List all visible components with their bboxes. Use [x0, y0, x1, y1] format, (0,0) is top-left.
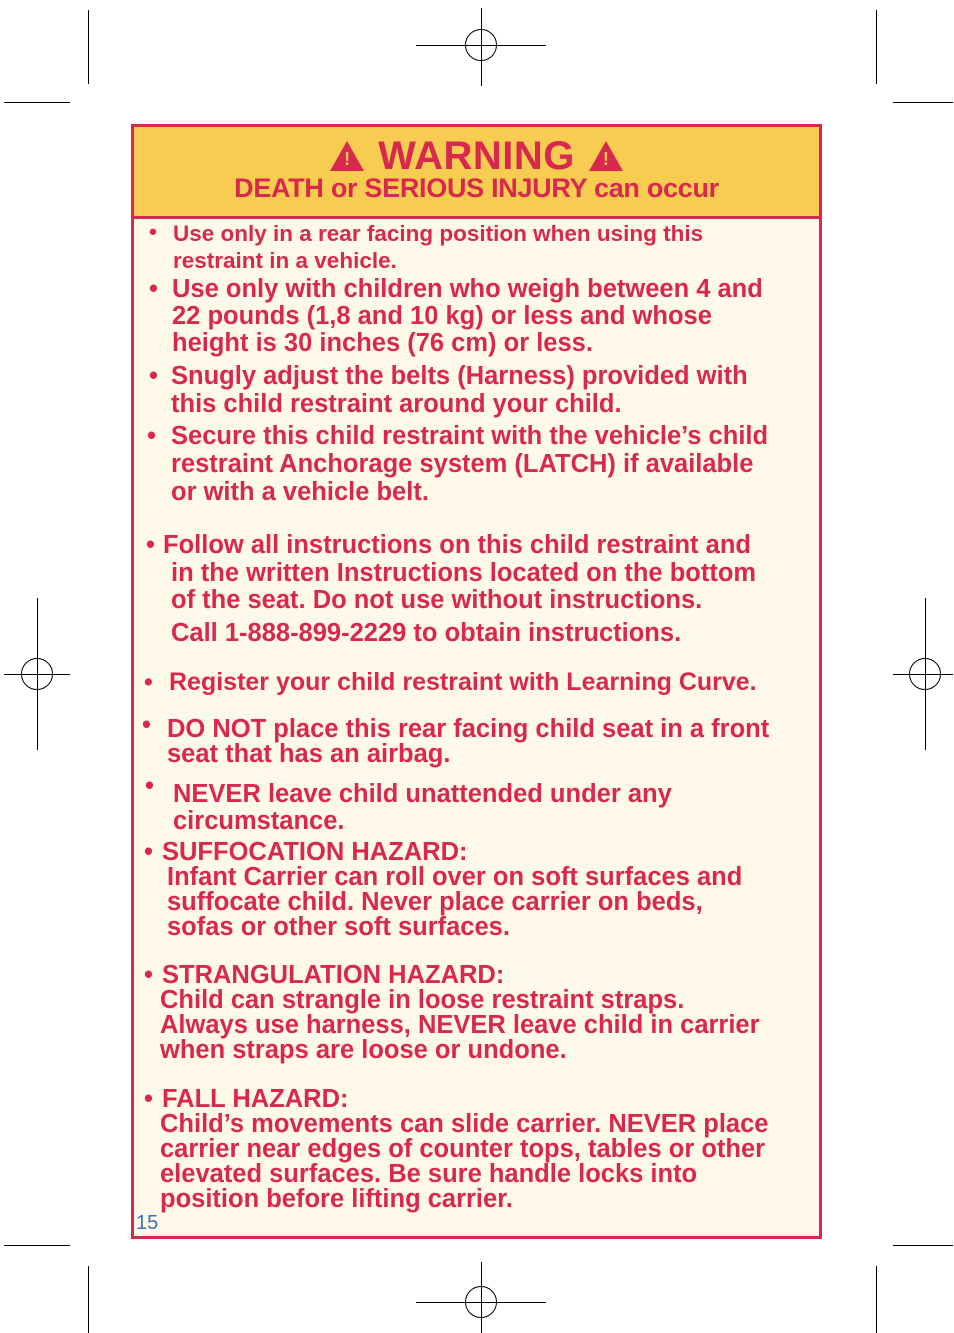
- page-number: 15: [136, 1212, 159, 1234]
- bullet: •: [147, 422, 156, 450]
- item-line: suffocate child. Never place carrier on beds,: [167, 888, 703, 916]
- item-line: this child restraint around your child.: [171, 390, 622, 418]
- item-line: circumstance.: [173, 807, 345, 835]
- bullet: •: [149, 362, 158, 390]
- item-line: Follow all instructions on this child restraint and: [163, 531, 751, 559]
- item-line: Infant Carrier can roll over on soft surfaces and: [167, 863, 743, 891]
- bullet: •: [144, 668, 153, 696]
- item-line: elevated surfaces. Be sure handle locks into: [160, 1160, 698, 1188]
- bullet: •: [144, 961, 153, 989]
- item-line: Secure this child restraint with the vehicle’s child: [171, 422, 769, 450]
- list-item: [146, 531, 757, 647]
- list-item: [144, 838, 743, 941]
- item-line: NEVER leave child unattended under any: [173, 780, 672, 808]
- warning-triangle-icon: !: [589, 141, 623, 171]
- warning-subtitle: DEATH or SERIOUS INJURY can occur: [234, 173, 719, 203]
- list-item: [144, 1085, 769, 1213]
- list-item: [144, 668, 757, 696]
- warning-triangle-icon: !: [330, 141, 364, 171]
- list-item: [142, 711, 770, 768]
- item-line: or with a vehicle belt.: [171, 478, 429, 506]
- list-item: [144, 961, 760, 1064]
- bullet: •: [144, 838, 153, 866]
- warning-title-text: WARNING: [378, 133, 575, 178]
- item-line: sofas or other soft surfaces.: [167, 913, 510, 941]
- bullet: •: [146, 531, 155, 559]
- item-line: of the seat. Do not use without instructions.: [171, 586, 703, 614]
- item-line: when straps are loose or undone.: [160, 1036, 567, 1064]
- item-line: Register your child restraint with Learning Curve.: [169, 668, 757, 696]
- bullet: •: [142, 711, 151, 739]
- item-line: Always use harness, NEVER leave child in carrier: [160, 1011, 760, 1039]
- item-line: Call 1-888-899-2229 to obtain instructions.: [171, 618, 682, 647]
- item-line: carrier near edges of counter tops, tables or other: [160, 1135, 766, 1163]
- list-item: [149, 362, 748, 418]
- bullet: •: [145, 772, 154, 800]
- item-line: Use only with children who weigh between 4 and: [172, 275, 763, 303]
- item-line: Snugly adjust the belts (Harness) provided with: [171, 362, 748, 390]
- item-line: SUFFOCATION HAZARD:: [162, 838, 468, 866]
- item-line: Child can strangle in loose restraint straps.: [160, 986, 685, 1014]
- list-item: [145, 772, 672, 835]
- item-line: Use only in a rear facing position when using this: [173, 221, 704, 246]
- list-item: [149, 219, 704, 274]
- bullet: •: [144, 1085, 153, 1113]
- item-line: restraint in a vehicle.: [173, 247, 397, 273]
- item-line: FALL HAZARD:: [162, 1085, 349, 1113]
- item-line: position before lifting carrier.: [160, 1185, 513, 1213]
- bullet: •: [149, 219, 157, 244]
- item-line: STRANGULATION HAZARD:: [162, 961, 505, 989]
- item-line: Child’s movements can slide carrier. NEVER place: [160, 1110, 769, 1138]
- item-line: in the written Instructions located on the bottom: [171, 558, 757, 587]
- item-line: DO NOT place this rear facing child seat in a front: [167, 715, 770, 743]
- item-line: 22 pounds (1,8 and 10 kg) or less and whose: [172, 302, 712, 330]
- list-item: [147, 422, 769, 506]
- bullet: •: [149, 275, 158, 303]
- list-item: [149, 275, 763, 357]
- warning-header: [134, 127, 819, 219]
- item-line: height is 30 inches (76 cm) or less.: [172, 329, 593, 357]
- item-line: seat that has an airbag.: [167, 740, 451, 768]
- item-line: restraint Anchorage system (LATCH) if available: [171, 450, 754, 478]
